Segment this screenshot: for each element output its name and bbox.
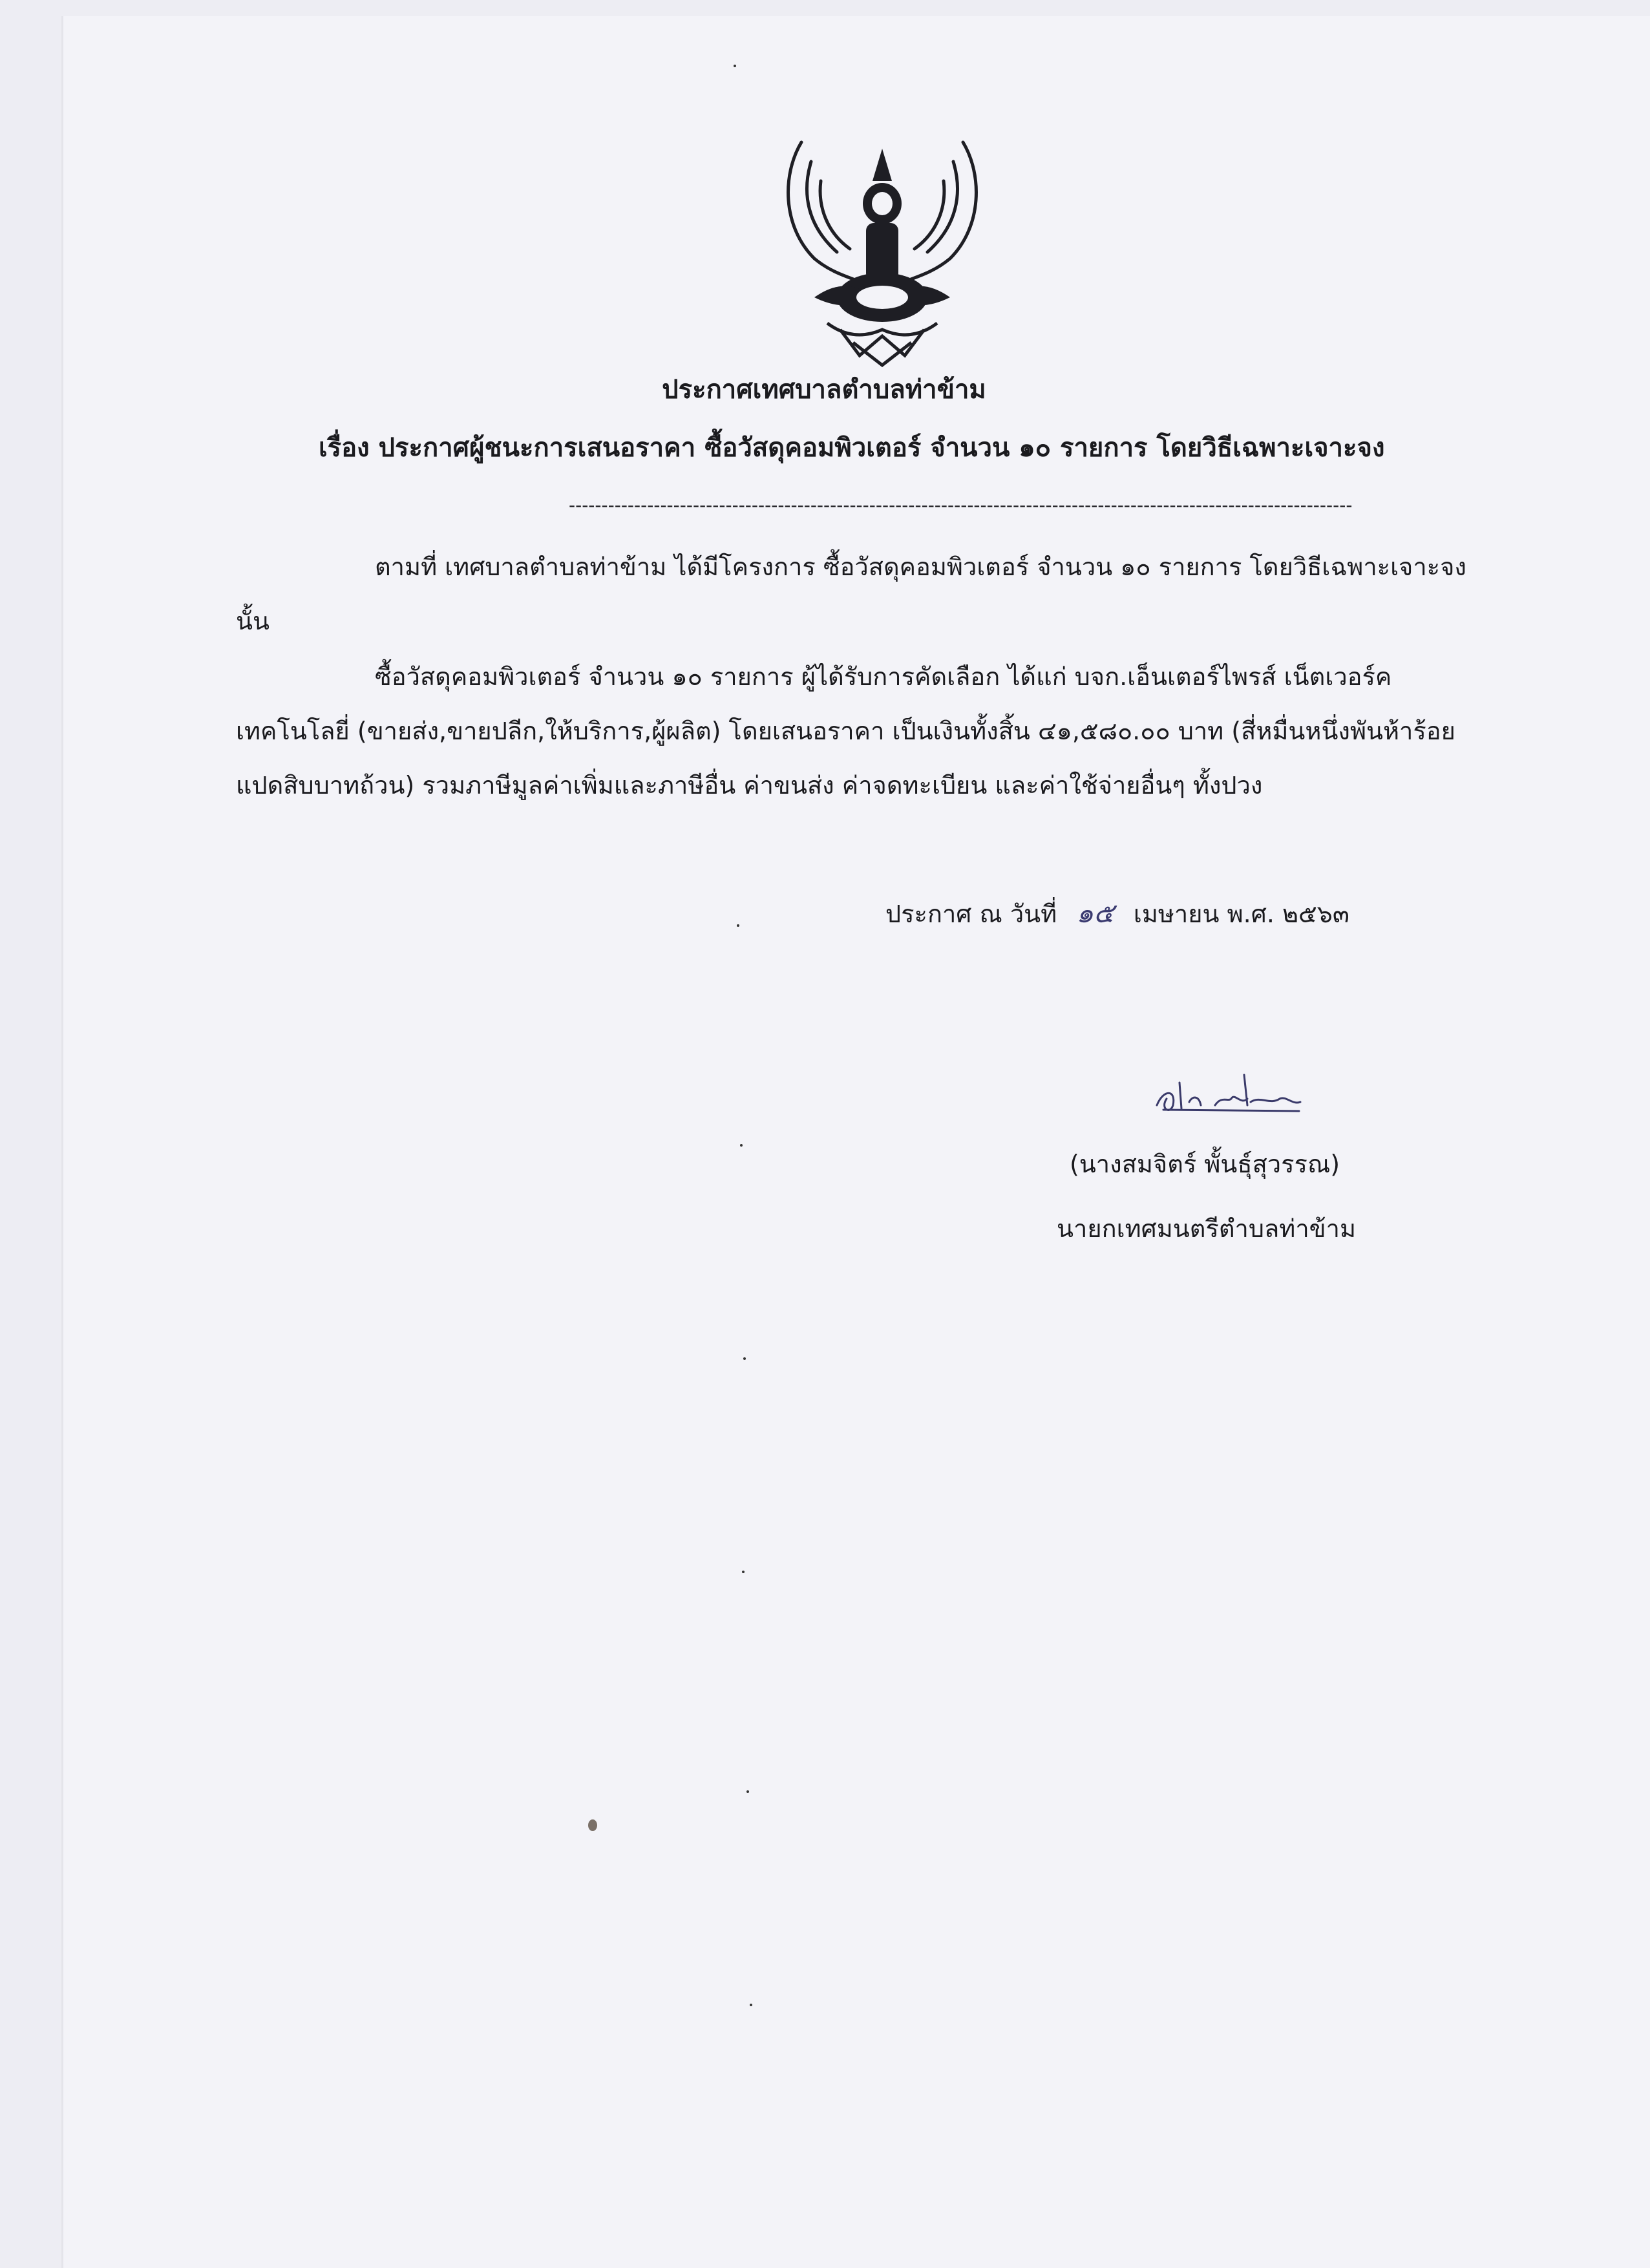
announcement-date xyxy=(885,892,1349,935)
paragraph-1 xyxy=(236,540,1496,648)
signer-position: นายกเทศมนตรีตำบลท่าข้าม xyxy=(1057,1214,1357,1243)
paragraph-2-text: ซื้อวัสดุคอมพิวเตอร์ จำนวน ๑๐ รายการ ผู้ได้รับการคัดเลือก ได้แก่ บจก.เอ็นเตอร์ไพรส์ เน็ตเวอร์คเทคโนโลยี่ (ขายส่ง,ขายปลีก,ให้บริการ,ผู้ผลิต) โดยเสนอราคา เป็นเงินทั้งสิ้น ๔๑,๕๘๐.๐๐ บาท (สี่หมื่นหนึ่งพันห้าร้อยแปดสิบบาทถ้วน) รวมภาษีมูลค่าเพิ่มและภาษีอื่น ค่าขนส่ง ค่าจดทะเบียน และค่าใช้จ่ายอื่นๆ ทั้งปวง xyxy=(236,662,1455,800)
paper-speck xyxy=(742,1571,745,1573)
paper-speck xyxy=(734,65,736,67)
paper-speck xyxy=(740,1144,743,1147)
date-prefix: ประกาศ ณ วันที่ xyxy=(885,900,1057,928)
divider-rule: ------------------------------------------------------------------------------------------------------------------------ xyxy=(569,494,1353,516)
paper-speck xyxy=(737,924,739,927)
paper-blot xyxy=(588,1819,597,1831)
handwritten-signature-icon xyxy=(1150,1070,1306,1121)
document-subject: เรื่อง ประกาศผู้ชนะการเสนอราคา ซื้อวัสดุคอมพิวเตอร์ จำนวน ๑๐ รายการ โดยวิธีเฉพาะเจาะจง xyxy=(319,433,1385,463)
garuda-emblem-icon xyxy=(776,136,989,368)
date-day-handwritten: ๑๕ xyxy=(1076,897,1114,929)
document-title: ประกาศเทศบาลตำบลท่าข้าม xyxy=(662,375,986,405)
paragraph-2 xyxy=(236,650,1496,812)
paragraph-1-text: ตามที่ เทศบาลตำบลท่าข้าม ได้มีโครงการ ซื้อวัสดุคอมพิวเตอร์ จำนวน ๑๐ รายการ โดยวิธีเฉพาะเจาะจง นั้น xyxy=(236,553,1466,635)
paper-speck xyxy=(743,1357,746,1360)
paper-speck xyxy=(746,1790,749,1793)
paper-speck xyxy=(750,2004,752,2006)
signer-name: (นางสมจิตร์ พั้นธุ์สุวรรณ) xyxy=(1070,1150,1340,1178)
date-rest: เมษายน พ.ศ. ๒๕๖๓ xyxy=(1133,900,1349,928)
